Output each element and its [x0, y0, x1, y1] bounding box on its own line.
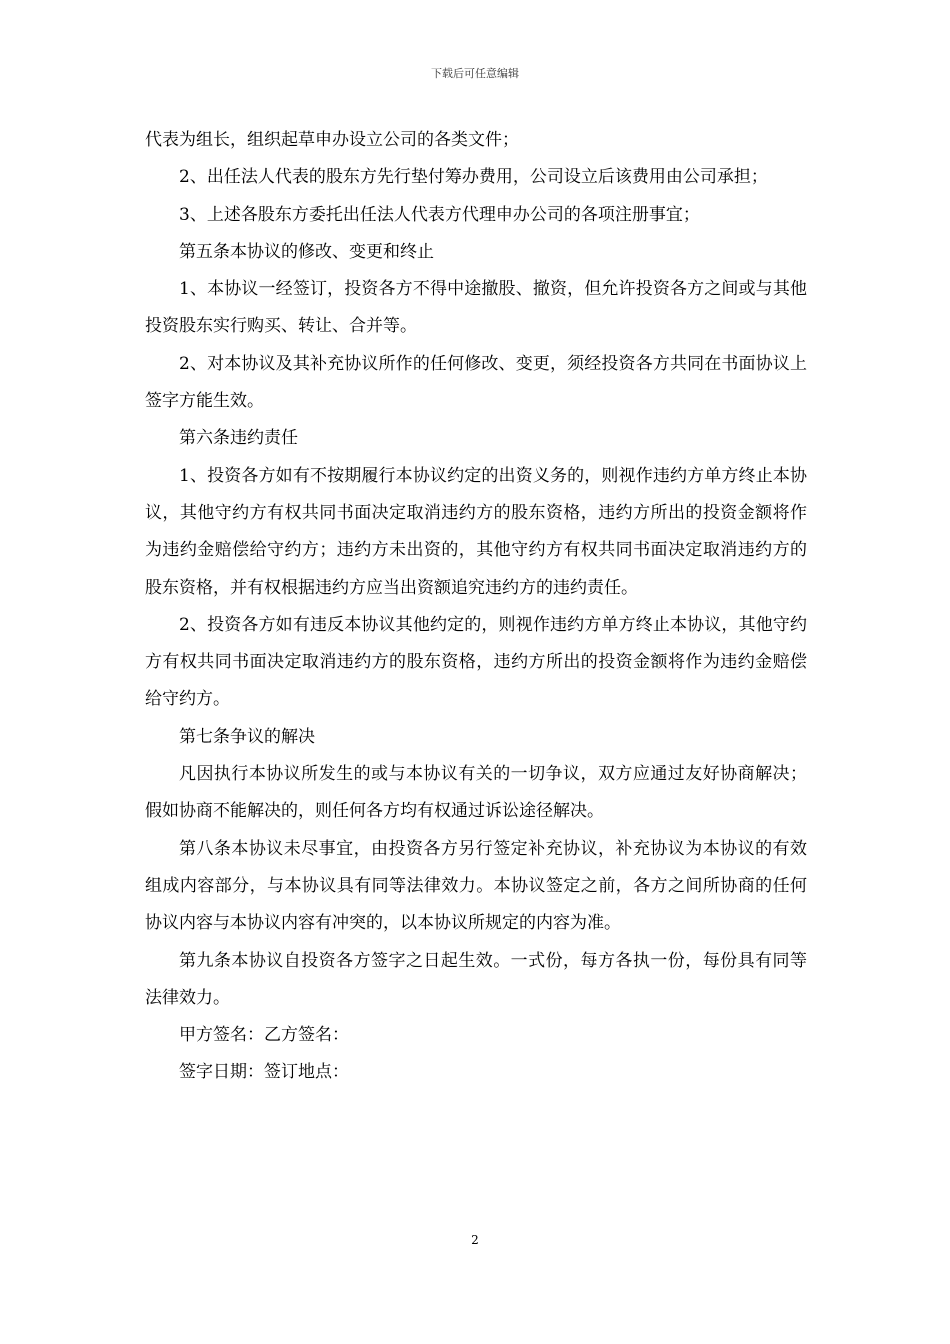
paragraph-clause-4-2: 2、出任法人代表的股东方先行垫付筹办费用，公司设立后该费用由公司承担；	[179, 167, 768, 188]
paragraph-clause-6-2: 2、投资各方如有违反本协议其他约定的，则视作违约方单方终止本协议，其他守约方有权共同书面决定取消违约方的股东资格，违约方所出的投资金额将作为违约金赔偿给守约方。	[145, 614, 807, 710]
article-7-heading: 第七条争议的解决	[179, 726, 315, 747]
page-header: 下载后可任意编辑	[431, 67, 519, 80]
paragraph-clause-5-2: 2、对本协议及其补充协议所作的任何修改、变更，须经投资各方共同在书面协议上签字方能生效。	[145, 353, 807, 412]
document-body	[145, 122, 807, 1092]
page-number: 2	[471, 1233, 479, 1247]
paragraph-article-7-body: 凡因执行本协议所发生的或与本协议有关的一切争议，双方应通过友好协商解决；假如协商不能解决的，则任何各方均有权通过诉讼途径解决。	[145, 764, 807, 822]
paragraph-clause-4-3: 3、上述各股东方委托出任法人代表方代理申办公司的各项注册事宜；	[179, 204, 700, 225]
paragraph-clause-5-1: 1、本协议一经签订，投资各方不得中途撤股、撤资，但允许投资各方之间或与其他投资股东实行购买、转让、合并等。	[145, 279, 807, 337]
article-6-heading: 第六条违约责任	[179, 428, 298, 449]
paragraph-article-9: 第九条本协议自投资各方签字之日起生效。一式份，每方各执一份，每份具有同等法律效力。	[145, 950, 807, 1008]
date-location-line: 签字日期：签订地点：	[179, 1062, 349, 1083]
paragraph-article-8: 第八条本协议未尽事宜，由投资各方另行签定补充协议，补充协议为本协议的有效组成内容部分，与本协议具有同等法律效力。本协议签定之前，各方之间所协商的任何协议内容与本协议内容有冲突的，以本协议所规定的内容为准。	[145, 838, 807, 934]
paragraph-continuation: 代表为组长，组织起草申办设立公司的各类文件；	[145, 130, 519, 150]
paragraph-clause-6-1: 1、投资各方如有不按期履行本协议约定的出资义务的，则视作违约方单方终止本协议，其他守约方有权共同书面决定取消违约方的股东资格，违约方所出的投资金额将作为违约金赔偿给守约方；违约方未出资的，其他守约方有权共同书面决定取消违约方的股东资格，并有权根据违约方应当出资额追究违约方的违约责任。	[145, 465, 807, 598]
article-5-heading: 第五条本协议的修改、变更和终止	[179, 241, 434, 262]
signature-line: 甲方签名：乙方签名：	[179, 1025, 349, 1046]
